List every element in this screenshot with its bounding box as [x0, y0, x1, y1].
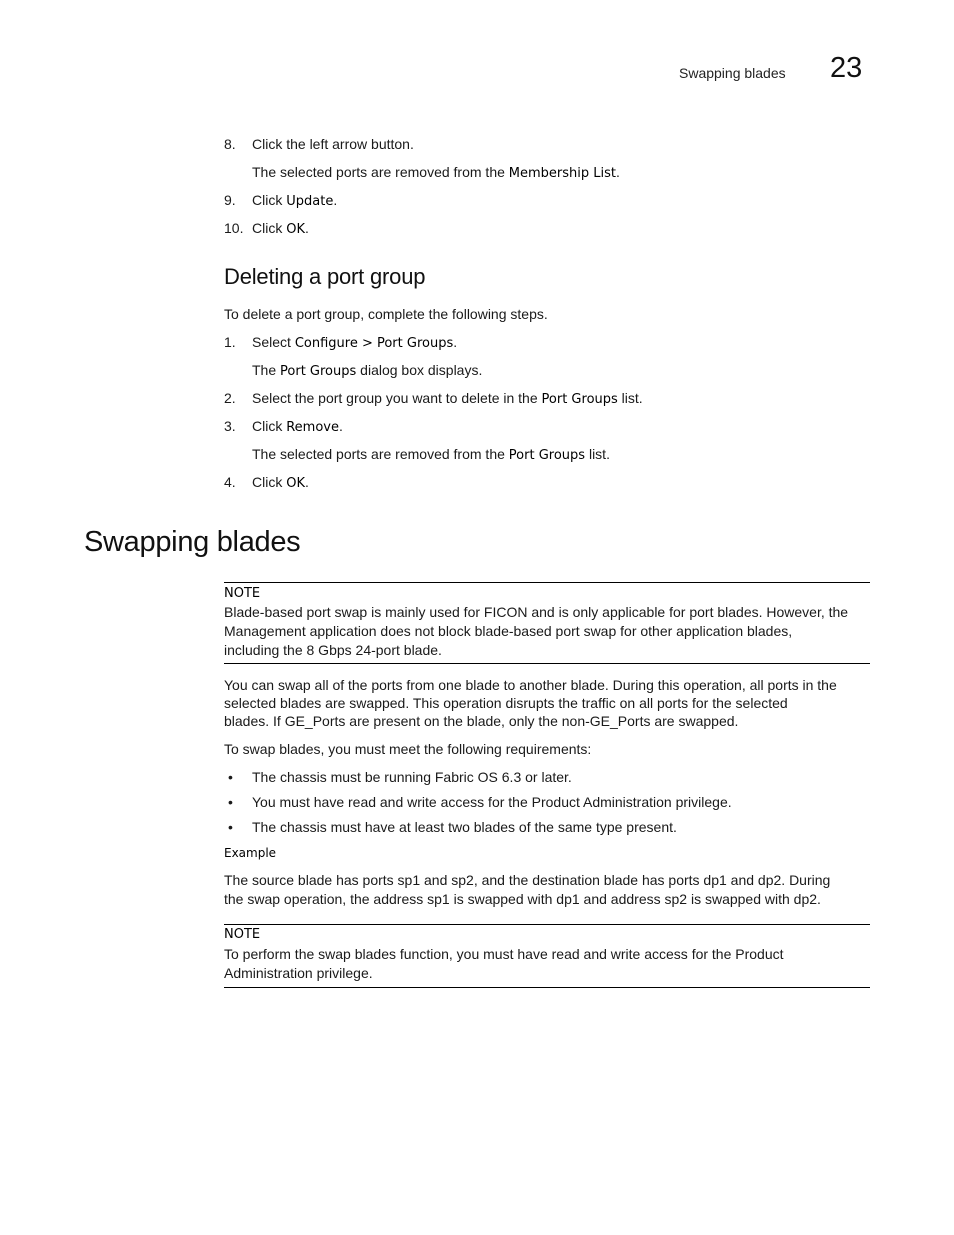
bullet-item: The chassis must be running Fabric OS 6.3 or later. [252, 769, 572, 785]
step-subtext [252, 163, 620, 183]
step-text [252, 389, 643, 409]
ui-term: Configure > Port Groups [294, 336, 454, 351]
section-heading-deleting-port-group: Deleting a port group [224, 264, 426, 289]
subtext-post: dialog box displays. [356, 362, 483, 378]
paragraph-line: selected blades are swapped. This operation disrupts the traffic on all ports for the selected [224, 695, 788, 711]
note-top-rule [224, 582, 870, 583]
step-text [252, 473, 309, 493]
ui-term: Port Groups [508, 448, 586, 463]
note-line: Blade-based port swap is mainly used for FICON and is only applicable for port blades. However, the [224, 604, 849, 620]
step-number: 10. [224, 220, 244, 236]
ui-term: Update [286, 194, 334, 209]
example-label: Example [224, 846, 277, 860]
note-line: Management application does not block blade-based port swap for other application blades, [224, 623, 793, 639]
ui-term: Port Groups [541, 392, 618, 407]
running-header-title: Swapping blades [679, 65, 786, 81]
step-text: Click the left arrow button. [252, 136, 414, 152]
paragraph-line: You can swap all of the ports from one blade to another blade. During this operation, all ports in the [224, 677, 837, 693]
section-heading-swapping-blades: Swapping blades [84, 526, 301, 558]
step-subtext [252, 445, 610, 465]
step-post: . [305, 474, 309, 490]
note-label: NOTE [224, 586, 261, 601]
note-line: To perform the swap blades function, you must have read and write access for the Product [224, 946, 784, 962]
ui-term: Remove [286, 420, 339, 435]
note-bottom-rule [224, 987, 870, 988]
step-number: 8. [224, 136, 236, 152]
subtext-post: list. [585, 446, 610, 462]
step-text [252, 417, 343, 437]
step-pre: Select the port group you want to delete in the [252, 390, 542, 406]
step-number: 9. [224, 192, 236, 208]
bullet-item: You must have read and write access for the Product Administration privilege. [252, 794, 732, 810]
step-text [252, 219, 309, 239]
step-number: 4. [224, 474, 236, 490]
step-pre: Click [252, 192, 287, 208]
subtext-pre: The selected ports are removed from the [252, 446, 509, 462]
step-subtext [252, 361, 482, 381]
step-text [252, 333, 457, 353]
note-label: NOTE [224, 927, 261, 942]
step-number: 2. [224, 390, 236, 406]
step-pre: Select [252, 334, 295, 350]
ui-term: Port Groups [280, 364, 357, 379]
step-pre: Click [252, 220, 287, 236]
note-bottom-rule [224, 663, 870, 664]
bullet-item: The chassis must have at least two blades of the same type present. [252, 819, 677, 835]
step-pre: Click [252, 474, 287, 490]
step-number: 3. [224, 418, 236, 434]
example-line: The source blade has ports sp1 and sp2, and the destination blade has ports dp1 and dp2. During [224, 872, 831, 888]
step-number: 1. [224, 334, 236, 350]
subtext-pre: The selected ports are removed from the [252, 164, 509, 180]
step-post: . [305, 220, 309, 236]
step-post: list. [617, 390, 643, 406]
note-line: Administration privilege. [224, 965, 373, 981]
ui-term: OK [286, 222, 305, 237]
ui-term: OK [286, 476, 305, 491]
section-intro: To delete a port group, complete the following steps. [224, 306, 548, 322]
step-post: . [333, 192, 338, 208]
ui-term: Membership List [508, 166, 617, 181]
requirements-intro: To swap blades, you must meet the following requirements: [224, 741, 592, 757]
paragraph-line: blades. If GE_Ports are present on the blade, only the non-GE_Ports are swapped. [224, 713, 739, 729]
subtext-post: . [616, 164, 620, 180]
example-line: the swap operation, the address sp1 is swapped with dp1 and address sp2 is swapped with dp2. [224, 891, 821, 907]
bullet-marker: • [228, 819, 233, 835]
step-post: . [453, 334, 458, 350]
subtext-pre: The [252, 362, 281, 378]
bullet-marker: • [228, 769, 233, 785]
note-top-rule [224, 924, 870, 925]
chapter-number: 23 [830, 52, 863, 84]
step-post: . [339, 418, 343, 434]
step-text [252, 191, 337, 211]
step-pre: Click [252, 418, 287, 434]
bullet-marker: • [228, 794, 233, 810]
note-line: including the 8 Gbps 24-port blade. [224, 642, 442, 658]
